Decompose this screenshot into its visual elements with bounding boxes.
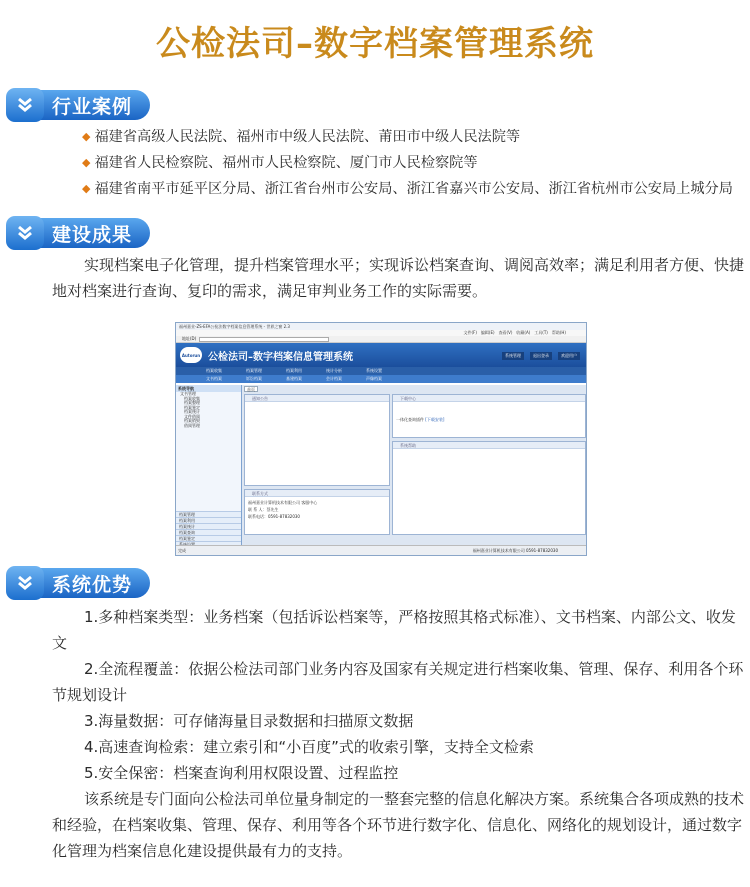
header-buttons: 系统管理 退出登录 欢迎用户 (502, 352, 580, 360)
notice-panel: 通知公告 (244, 394, 390, 486)
list-item: ◆ 福建省高级人民法院、福州市中级人民法院、莆田市中级人民法院等 (82, 124, 733, 150)
chevron-down-icon (6, 216, 44, 250)
chevron-down-icon (6, 88, 44, 122)
section-header-advantages (6, 566, 150, 600)
diamond-bullet-icon: ◆ (82, 156, 91, 169)
category-list: 档案管理 档案利用 档案统计 档案查询 档案鉴定 (176, 511, 241, 547)
app-banner (176, 343, 586, 367)
case-list (82, 124, 733, 202)
diamond-bullet-icon: ◆ (82, 182, 91, 195)
nav-tree: 文书管理 档案收集 档案整理 档案鉴定 档案统计 文件借阅 档案销毁 借阅管理 (180, 391, 200, 428)
address-bar: 地址(D) (176, 336, 586, 343)
sub-nav: 文书档案 诉讼档案 基建档案 会计档案 声像档案 (176, 375, 586, 383)
list-item: 3.海量数据：可存储海量目录数据和扫描原文数据 (84, 712, 414, 730)
list-item: 1.多种档案类型：业务档案（包括诉讼档案等，严格按照其格式标准）、文书档案、内部公文、收发文 (52, 608, 736, 652)
section-title: 行业案例 (36, 90, 150, 120)
summary-paragraph: 该系统是专门面向公检法司单位量身制定的一整套完整的信息化解决方案。系统集合各项成熟的技术和经验，在档案收集、管理、保存、利用等各个环节进行数字化、信息化、网络化的规划设计，通过数字化管理为档案信息化建设提供最有力的支持。 (52, 790, 745, 860)
section-title: 系统优势 (36, 568, 150, 598)
browser-menu: 文件(F) 编辑(E) 查看(V) 收藏(A) 工具(T) 帮助(H) (176, 330, 586, 336)
app-main: 首页 通知公告 下载中心 一体化查询插件 [下载安装] 系统帮助 联系方式 福州嘉业计算机技术有限公司 客服中心 联 系 人：蔡先生 联系电话：0591-87832030 (242, 385, 587, 547)
chevron-down-icon (6, 566, 44, 600)
app-body (176, 385, 587, 547)
section-header-cases (6, 88, 150, 122)
list-item: ◆ 福建省人民检察院、福州市人民检察院、厦门市人民检察院等 (82, 150, 733, 176)
diamond-bullet-icon: ◆ (82, 130, 91, 143)
advantages-list (52, 604, 746, 864)
page-title: 公检法司–数字档案管理系统 (156, 24, 594, 64)
list-item: 4.高速查询检索：建立索引和“小百度”式的收索引擎，支持全文检索 (84, 738, 534, 756)
section-header-results (6, 216, 150, 250)
results-paragraph: 实现档案电子化管理，提升档案管理水平；实现诉讼档案查询、调阅高效率；满足利用者方便、快捷地对档案进行查询、复印的需求，满足审判业务工作的实际需要。 (52, 256, 745, 300)
logo: Autorun (180, 347, 202, 363)
help-panel: 系统帮助 (392, 441, 586, 535)
download-panel: 下载中心 一体化查询插件 [下载安装] (392, 394, 586, 438)
main-nav: 档案收集 档案管理 档案利用 统计分析 系统设置 (176, 367, 586, 375)
section-title: 建设成果 (36, 218, 150, 248)
list-item: 5.安全保密：档案查询利用权限设置、过程监控 (84, 764, 399, 782)
app-name: 公检法司–数字档案信息管理系统 (208, 351, 353, 363)
window-title: 福州嘉业-ZS-EFA公检法数字档案信息管理系统 - 世界之窗 2.3 (176, 323, 586, 330)
list-item: 2.全流程覆盖：依据公检法司部门业务内容及国家有关规定进行档案收集、管理、保存、利用各个环节规划设计 (52, 660, 744, 704)
list-item: ◆ 福建省南平市延平区分局、浙江省台州市公安局、浙江省嘉兴市公安局、浙江省杭州市公安局上城分局 (82, 176, 733, 202)
app-sidebar: 系统导航 文书管理 档案收集 档案整理 档案鉴定 档案统计 文件借阅 档案销毁 借阅管理 档案管理 档案利用 档案统计 档案查询 档案鉴定 (176, 385, 242, 547)
contact-panel: 联系方式 福州嘉业计算机技术有限公司 客服中心 联 系 人：蔡先生 联系电话：0591-87832030 (244, 489, 390, 535)
status-bar: 完成 福州嘉业计算机技术有限公司 0591-87832030 (176, 545, 587, 555)
system-screenshot (175, 322, 587, 556)
